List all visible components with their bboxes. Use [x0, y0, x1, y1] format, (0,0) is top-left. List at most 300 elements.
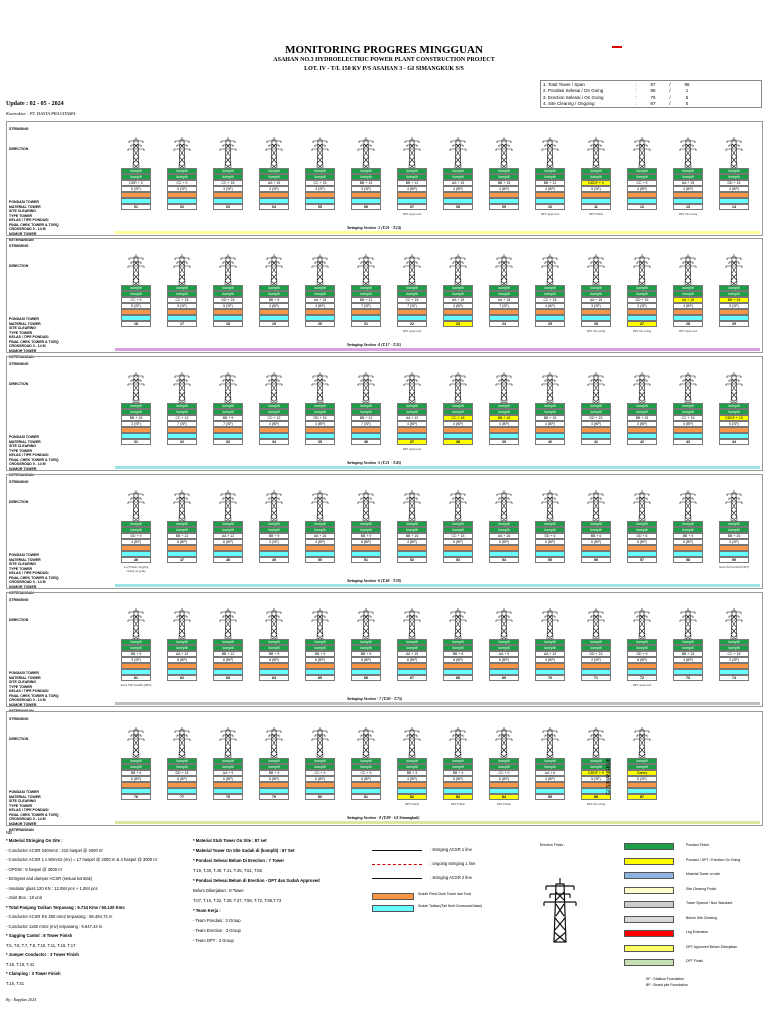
- pondasi-cell: komplit: [581, 168, 611, 174]
- crossroad-cell: [305, 669, 335, 675]
- final-check-cell: [167, 545, 197, 551]
- tower-number-cell: 67: [397, 675, 427, 681]
- summary-value-a: 86: [650, 88, 656, 94]
- foundation-class-cell: 4 (BP): [443, 186, 473, 192]
- pondasi-cell: komplit: [489, 168, 519, 174]
- tower-column: [439, 239, 477, 351]
- material-cell: komplit: [121, 645, 151, 651]
- note-mid-line: - Team Pondasi : 3 Group: [193, 918, 241, 923]
- foundation-class-cell: 5 (SF): [121, 303, 151, 309]
- row-label: CROSSROAD 0 - 14 M: [9, 580, 46, 584]
- pondasi-cell: komplit: [489, 403, 519, 409]
- tower-number-cell: 16: [121, 321, 151, 327]
- tower-number-cell: 78: [213, 794, 243, 800]
- row-label: PONDASI TOWER: [9, 317, 39, 321]
- tower-icon: [356, 136, 376, 170]
- pondasi-cell: komplit: [673, 639, 703, 645]
- tower-note: DPT On Going: [586, 329, 606, 333]
- foundation-class-cell: 6 (BP): [167, 657, 197, 663]
- section-stripe: [115, 584, 760, 587]
- tower-icon: [632, 726, 652, 760]
- row-label: SITE CLEARING: [9, 680, 37, 684]
- pondasi-cell: komplit: [213, 403, 243, 409]
- crossroad-cell: [673, 433, 703, 439]
- crossroad-cell: [167, 788, 197, 794]
- tower-number-cell: 52: [397, 557, 427, 563]
- tower-number-cell: 69: [489, 675, 519, 681]
- type-tower-cell: CC + 9: [351, 770, 381, 776]
- summary-slash: /: [669, 94, 671, 100]
- crossroad-cell: [259, 669, 289, 675]
- crossroad-cell: [351, 551, 381, 557]
- final-check-cell: [719, 192, 749, 198]
- tower-number-cell: 56: [581, 557, 611, 563]
- tower-icon: [264, 607, 284, 641]
- note-left-line: - OPGW : 9 haspel @ 3000 m': [6, 866, 63, 872]
- foundation-class-cell: 4 (BP): [259, 421, 289, 427]
- tower-note: DPT Approved: [540, 212, 560, 216]
- material-cell: komplit: [213, 764, 243, 770]
- row-label: KELAS / TIPE PONDASI: [9, 218, 49, 222]
- tower-icon: [356, 489, 376, 523]
- foundation-class-cell: 3 (SF): [581, 303, 611, 309]
- row-label: TYPE TOWER: [9, 803, 33, 808]
- summary-colon: :: [635, 88, 637, 94]
- foundation-class-cell: 5 (SF): [581, 186, 611, 192]
- type-tower-cell: BB + 9: [259, 533, 289, 539]
- tower-number-cell: 31: [121, 439, 151, 445]
- tower-number-cell: 44: [719, 439, 749, 445]
- tower-number-cell: 43: [673, 439, 703, 445]
- tower-note: DPT Approved: [678, 329, 698, 333]
- final-check-cell: [719, 427, 749, 433]
- tower-number-cell: 46: [121, 557, 151, 563]
- type-tower-cell: CC + 15: [535, 297, 565, 303]
- tower-icon: [448, 489, 468, 523]
- material-cell: komplit: [259, 291, 289, 297]
- crossroad-cell: [535, 788, 565, 794]
- pondasi-cell: komplit: [121, 285, 151, 291]
- pondasi-cell: komplit: [535, 168, 565, 174]
- material-cell: komplit: [305, 764, 335, 770]
- tower-number-cell: 36: [351, 439, 381, 445]
- row-label: DIRECTION: [9, 618, 29, 622]
- crossroad-cell: [581, 198, 611, 204]
- foundation-class-cell: 6 (BP): [351, 776, 381, 782]
- type-tower-cell: AA + 18: [673, 297, 703, 303]
- foundation-class-cell: 6 (BP): [489, 539, 519, 545]
- foundation-class-cell: 4 (BP): [673, 421, 703, 427]
- crossroad-cell: [167, 198, 197, 204]
- tower-icon: [724, 489, 744, 523]
- type-tower-cell: CC + 15: [305, 180, 335, 186]
- tower-number-cell: 01: [121, 204, 151, 210]
- tower-number-cell: 22: [397, 321, 427, 327]
- tower-number-cell: 63: [213, 675, 243, 681]
- tower-column: [531, 239, 569, 351]
- type-tower-cell: BB + 15: [121, 415, 151, 421]
- material-cell: komplit: [397, 174, 427, 180]
- final-check-cell: [259, 663, 289, 669]
- crossroad-cell: [489, 433, 519, 439]
- tower-column: [255, 239, 293, 351]
- type-tower-cell: BB + 12: [351, 297, 381, 303]
- pondasi-cell: komplit: [719, 521, 749, 527]
- tower-number-cell: 80: [305, 794, 335, 800]
- pondasi-cell: komplit: [121, 521, 151, 527]
- foundation-class-cell: 3 (SF): [259, 539, 289, 545]
- update-date: Update : 02 - 05 - 2024: [6, 101, 64, 107]
- tower-column: [669, 239, 707, 351]
- tower-block: [6, 711, 763, 832]
- tower-number-cell: 14: [719, 204, 749, 210]
- row-label: PONDASI TOWER: [9, 671, 39, 675]
- type-tower-cell: CC + 15: [213, 180, 243, 186]
- pondasi-cell: komplit: [167, 168, 197, 174]
- crossroad-cell: [213, 198, 243, 204]
- foundation-class-cell: 4 (BP): [489, 421, 519, 427]
- foundation-class-cell: 4 (BP): [535, 657, 565, 663]
- project-subtitle: ASAHAN NO.3 HYDROELECTRIC POWER PLANT CONSTRUCTION PROJECT: [273, 57, 495, 63]
- type-tower-cell: CC + 0: [167, 180, 197, 186]
- final-check-cell: [259, 545, 289, 551]
- type-tower-cell: CC + 12: [259, 415, 289, 421]
- tower-icon: [172, 726, 192, 760]
- pondasi-cell: komplit: [535, 403, 565, 409]
- material-cell: komplit: [489, 645, 519, 651]
- row-label: DIRECTION: [9, 147, 29, 151]
- material-cell: komplit: [213, 527, 243, 533]
- legend-swatch: [624, 930, 674, 937]
- material-cell: komplit: [259, 174, 289, 180]
- pondasi-cell: komplit: [167, 521, 197, 527]
- type-tower-cell: DDDF + 9: [581, 770, 611, 776]
- tower-column: [347, 475, 385, 587]
- summary-value-a: 76: [650, 94, 656, 100]
- tower-icon: [632, 371, 652, 405]
- note-mid-line: - Team DPT : 3 Group: [193, 938, 234, 943]
- tower-note: Sebar full backfill (DPT): [718, 565, 750, 569]
- tower-icon: [310, 489, 330, 523]
- material-cell: komplit: [673, 645, 703, 651]
- tower-number-cell: 53: [443, 557, 473, 563]
- legend-label: Leg Extension: [686, 930, 709, 934]
- pondasi-cell: komplit: [581, 403, 611, 409]
- row-label: NOMOR TOWER: [9, 348, 37, 353]
- tower-note: DPT Finish: [405, 802, 419, 806]
- tower-icon: [678, 253, 698, 287]
- tower-icon: [586, 489, 606, 523]
- tower-number-cell: 74: [719, 675, 749, 681]
- tower-column: [209, 357, 247, 469]
- foundation-class-cell: 4 (BP): [489, 186, 519, 192]
- crossroad-cell: [719, 315, 749, 321]
- tower-icon: [172, 489, 192, 523]
- row-label: MATERIAL TOWER: [9, 794, 41, 799]
- type-tower-cell: CC + 15: [397, 297, 427, 303]
- foundation-class-cell: 7 (SF): [397, 303, 427, 309]
- crossroad-cell: [627, 669, 657, 675]
- section-stripe: [115, 702, 760, 705]
- final-check-cell: [121, 782, 151, 788]
- tower-column: [485, 239, 523, 351]
- abbreviation-note: SF : Shallow Foundation: [646, 977, 685, 981]
- pondasi-cell: komplit: [443, 758, 473, 764]
- material-cell: komplit: [259, 409, 289, 415]
- row-label: SITE CLEARING: [9, 562, 37, 566]
- tower-column: [347, 239, 385, 351]
- type-tower-cell: BB + 15: [673, 651, 703, 657]
- tower-column: [347, 122, 385, 234]
- tower-number-cell: 38: [443, 439, 473, 445]
- tower-number-cell: 19: [259, 321, 289, 327]
- tower-number-cell: 06: [351, 204, 381, 210]
- type-tower-cell: DD + 15: [719, 180, 749, 186]
- tower-column: [163, 122, 201, 234]
- row-label: DIRECTION: [9, 500, 29, 504]
- final-check-cell: [719, 663, 749, 669]
- tower-number-cell: 71: [581, 675, 611, 681]
- tower-icon: [448, 136, 468, 170]
- final-check-cell: [351, 309, 381, 315]
- tower-column: [531, 712, 569, 824]
- crossroad-cell: [581, 315, 611, 321]
- foundation-class-cell: 3 (SF): [719, 539, 749, 545]
- final-check-cell: [305, 309, 335, 315]
- pondasi-cell: komplit: [259, 639, 289, 645]
- crossroad-cell: [535, 433, 565, 439]
- tower-column: [439, 475, 477, 587]
- legend-heading: Erection Finish :: [540, 843, 566, 847]
- tower-number-cell: 64: [259, 675, 289, 681]
- tower-icon: [494, 136, 514, 170]
- tower-number-cell: 49: [259, 557, 289, 563]
- row-label: NOMOR TOWER: [9, 231, 37, 236]
- material-cell: komplit: [259, 645, 289, 651]
- crossroad-cell: [673, 315, 703, 321]
- material-cell: komplit: [627, 291, 657, 297]
- tower-number-cell: 76: [121, 794, 151, 800]
- legend-label: Belum Site Clearing: [686, 915, 717, 920]
- foundation-class-cell: 5 (SF): [719, 421, 749, 427]
- tower-icon: [586, 136, 606, 170]
- tower-column: [485, 593, 523, 705]
- type-tower-cell: CC + 15: [443, 533, 473, 539]
- final-check-cell: [535, 427, 565, 433]
- tower-number-cell: 40: [535, 439, 565, 445]
- tower-icon: [448, 371, 468, 405]
- pondasi-cell: komplit: [581, 521, 611, 527]
- pondasi-cell: komplit: [305, 168, 335, 174]
- final-check-cell: [673, 309, 703, 315]
- crossroad-cell: [351, 315, 381, 321]
- pondasi-cell: komplit: [489, 758, 519, 764]
- material-cell: komplit: [443, 527, 473, 533]
- material-cell: komplit: [581, 527, 611, 533]
- tower-icon: [264, 136, 284, 170]
- tower-icon: [724, 253, 744, 287]
- material-cell: komplit: [627, 645, 657, 651]
- foundation-class-cell: 4 (BP): [397, 539, 427, 545]
- foundation-class-cell: 3 (SF): [351, 186, 381, 192]
- final-check-cell: [167, 309, 197, 315]
- row-label: FINAL CHEK TOWER & TORQ: [9, 812, 59, 817]
- note-left-line: - Conductor 1x50 mm2 (mv) terpasang : 9.647,43 m: [6, 923, 103, 929]
- material-cell: komplit: [719, 291, 749, 297]
- crossroad-cell: [581, 551, 611, 557]
- tower-number-cell: 23: [443, 321, 473, 327]
- foundation-class-cell: 2 (SF): [719, 657, 749, 663]
- tower-column: [255, 712, 293, 824]
- tower-icon: [724, 371, 744, 405]
- crossroad-cell: [259, 315, 289, 321]
- type-tower-cell: CC + 0: [489, 770, 519, 776]
- foundation-class-cell: 6 (BP): [627, 539, 657, 545]
- tower-column: [577, 593, 615, 705]
- foundation-class-cell: 4 (BP): [397, 421, 427, 427]
- tower-number-cell: 24: [489, 321, 519, 327]
- material-cell: komplit: [121, 291, 151, 297]
- final-check-cell: [397, 427, 427, 433]
- foundation-class-cell: 4 (BP): [627, 186, 657, 192]
- crossroad-cell: [397, 788, 427, 794]
- crossroad-cell: [581, 433, 611, 439]
- tower-icon: [724, 607, 744, 641]
- row-label: NOMOR TOWER: [9, 702, 37, 707]
- type-tower-cell: CC + 9: [305, 770, 335, 776]
- final-check-cell: [121, 663, 151, 669]
- material-cell: komplit: [167, 291, 197, 297]
- signature-note: By : Rapplan 2024: [6, 997, 37, 1002]
- row-label: KELAS / TIPE PONDASI: [9, 571, 49, 575]
- pondasi-cell: komplit: [719, 403, 749, 409]
- tower-number-cell: 87: [627, 794, 657, 800]
- crossroad-cell: [627, 315, 657, 321]
- tower-icon: [448, 726, 468, 760]
- tower-column: [163, 475, 201, 587]
- note-mid-line: * Pondasi Selesai Belum di Erection - DPT dan Sudah Approved: [193, 878, 320, 883]
- tower-number-cell: 29: [719, 321, 749, 327]
- type-tower-cell: DD + 6: [535, 533, 565, 539]
- material-cell: komplit: [167, 645, 197, 651]
- type-tower-cell: BB + 3: [443, 770, 473, 776]
- crossroad-cell: [489, 315, 519, 321]
- type-tower-cell: CC + 15: [719, 651, 749, 657]
- type-tower-cell: AA + 15: [397, 651, 427, 657]
- tower-column: [393, 357, 431, 469]
- tower-number-cell: 72: [627, 675, 657, 681]
- final-check-cell: [167, 192, 197, 198]
- type-tower-cell: AA + 15: [443, 297, 473, 303]
- tower-icon: [356, 607, 376, 641]
- foundation-class-cell: 6 (BP): [489, 776, 519, 782]
- crossroad-cell: [719, 669, 749, 675]
- tower-column: [485, 357, 523, 469]
- pondasi-cell: komplit: [443, 168, 473, 174]
- foundation-class-cell: 6 (BP): [259, 657, 289, 663]
- tower-icon: [218, 136, 238, 170]
- tower-column: [209, 712, 247, 824]
- type-tower-cell: AA + 15: [673, 180, 703, 186]
- type-tower-cell: BB + 15: [719, 533, 749, 539]
- material-cell: komplit: [121, 527, 151, 533]
- type-tower-cell: BB + 15: [627, 415, 657, 421]
- row-label: FINAL CHEK TOWER & TORQ: [9, 339, 59, 344]
- tower-icon: [218, 607, 238, 641]
- material-cell: komplit: [581, 291, 611, 297]
- pondasi-cell: komplit: [627, 403, 657, 409]
- tower-icon: [126, 489, 146, 523]
- pondasi-cell: komplit: [535, 521, 565, 527]
- tower-block: [6, 121, 763, 242]
- row-label: CROSSROAD 0 - 14 M: [9, 462, 46, 466]
- final-check-cell: [489, 192, 519, 198]
- summary-label: 4. Site Clearing / Ongoing: [543, 101, 595, 107]
- pondasi-cell: komplit: [213, 285, 243, 291]
- crossroad-cell: [397, 551, 427, 557]
- row-label: PONDASI TOWER: [9, 435, 39, 439]
- pondasi-cell: komplit: [581, 639, 611, 645]
- tower-number-cell: 65: [305, 675, 335, 681]
- note-left-line: * Total Panjang Tarikan Terpasang : 9.734 Kms / 60.130 Kms: [6, 904, 125, 910]
- tower-icon: [540, 607, 560, 641]
- legend-label: Site Clearing Finish: [686, 886, 717, 891]
- pondasi-cell: komplit: [627, 758, 657, 764]
- row-label: KETERANGAN: [9, 828, 34, 832]
- foundation-class-cell: 3 (SF): [305, 186, 335, 192]
- foundation-class-cell: 6 (BP): [167, 776, 197, 782]
- type-tower-cell: BB + 6: [443, 651, 473, 657]
- tower-number-cell: 51: [351, 557, 381, 563]
- row-label: FINAL CHEK TOWER & TORQ: [9, 693, 59, 698]
- pondasi-cell: komplit: [167, 403, 197, 409]
- crossroad-cell: [213, 669, 243, 675]
- final-check-cell: [535, 192, 565, 198]
- note-mid-line: * Pondasi Selesai Belum Di Erection : 7 Tower: [193, 858, 285, 863]
- tower-column: [577, 122, 615, 234]
- final-check-cell: [305, 427, 335, 433]
- pondasi-cell: komplit: [397, 285, 427, 291]
- note-left-line: - Stringset and damper ACSR (sesuai kontrak): [6, 876, 93, 881]
- note-left-line: - Conductor ACSR 1 x 50mm2 (mv) = 17 haspel @ 2000 m & 4 haspel @ 3000 m': [6, 857, 158, 862]
- tower-column: [485, 475, 523, 587]
- row-label: FINAL CHEK TOWER & TORQ: [9, 222, 59, 227]
- type-tower-cell: DD + 15: [305, 415, 335, 421]
- material-cell: komplit: [397, 527, 427, 533]
- pondasi-cell: komplit: [627, 285, 657, 291]
- row-label: PONDASI TOWER: [9, 200, 39, 204]
- material-cell: komplit: [535, 174, 565, 180]
- red-mark: [612, 46, 622, 48]
- tower-note: DPT On Going: [632, 329, 652, 333]
- tower-column: [163, 593, 201, 705]
- legend-swatch: [624, 887, 674, 894]
- foundation-class-cell: 4 (BP): [627, 421, 657, 427]
- tower-number-cell: 55: [535, 557, 565, 563]
- material-cell: komplit: [535, 645, 565, 651]
- note-mid-line: Belum Dikerjakan : 8 Tower: [193, 888, 244, 893]
- pondasi-cell: komplit: [581, 758, 611, 764]
- summary-slash: /: [669, 81, 671, 87]
- tower-column: [209, 475, 247, 587]
- foundation-class-cell: 4 (BP): [443, 421, 473, 427]
- type-tower-cell: AA + 9: [489, 651, 519, 657]
- row-label: PONDASI TOWER: [9, 553, 39, 557]
- pondasi-cell: komplit: [305, 521, 335, 527]
- tower-icon: [402, 726, 422, 760]
- legend-label: Tower Special / Non Standard: [686, 901, 733, 905]
- material-cell: komplit: [443, 174, 473, 180]
